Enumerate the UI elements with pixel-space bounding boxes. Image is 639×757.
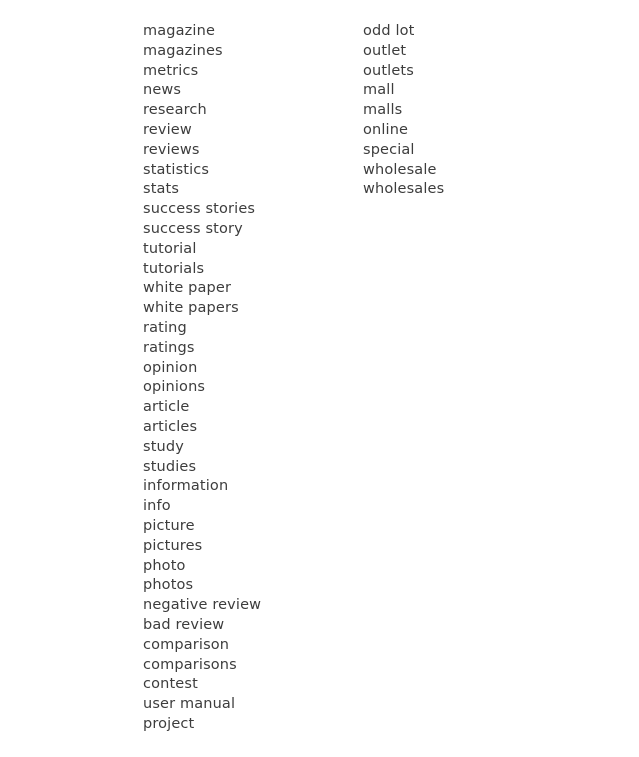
list-item: success story	[143, 220, 243, 237]
list-item: articles	[143, 418, 198, 435]
list-item: bad review	[143, 616, 225, 633]
keyword-column-right	[363, 22, 593, 200]
list-item: magazines	[143, 42, 223, 59]
list-item: tutorial	[143, 240, 197, 257]
list-item: opinion	[143, 359, 198, 376]
list-item: news	[143, 82, 182, 99]
list-item: comparison	[143, 636, 230, 653]
list-item: comparisons	[143, 656, 237, 673]
list-item: mall	[363, 82, 395, 99]
list-item: reviews	[143, 141, 200, 158]
list-item: project	[143, 715, 195, 732]
list-item: opinions	[143, 379, 206, 396]
list-item: pictures	[143, 537, 203, 554]
list-item: white papers	[143, 300, 239, 317]
keyword-column-left	[143, 22, 363, 735]
list-item: info	[143, 498, 171, 515]
list-item: online	[363, 121, 409, 138]
list-item: odd lot	[363, 23, 415, 39]
list-item: ratings	[143, 339, 195, 356]
list-item: picture	[143, 517, 195, 534]
list-item: user manual	[143, 696, 236, 713]
list-item: photo	[143, 557, 186, 574]
list-item: study	[143, 438, 184, 455]
list-item: special	[363, 141, 415, 158]
list-item: outlet	[363, 42, 407, 59]
list-item: magazine	[143, 23, 216, 39]
list-item: tutorials	[143, 260, 205, 277]
list-item: metrics	[143, 62, 199, 79]
list-item: contest	[143, 676, 198, 693]
list-item: photos	[143, 577, 194, 594]
list-item: research	[143, 102, 207, 119]
list-item: outlets	[363, 62, 414, 79]
list-item: review	[143, 121, 192, 138]
list-item: information	[143, 478, 229, 495]
list-item: stats	[143, 181, 180, 198]
list-item: article	[143, 399, 190, 416]
list-item: statistics	[143, 161, 210, 178]
list-item: success stories	[143, 201, 256, 218]
list-item: rating	[143, 319, 187, 336]
keyword-columns	[0, 22, 639, 735]
list-item: malls	[363, 102, 403, 119]
list-item: wholesales	[363, 181, 445, 198]
list-item: studies	[143, 458, 197, 475]
list-item: white paper	[143, 280, 232, 297]
list-item: wholesale	[363, 161, 437, 178]
list-item: negative review	[143, 597, 262, 614]
